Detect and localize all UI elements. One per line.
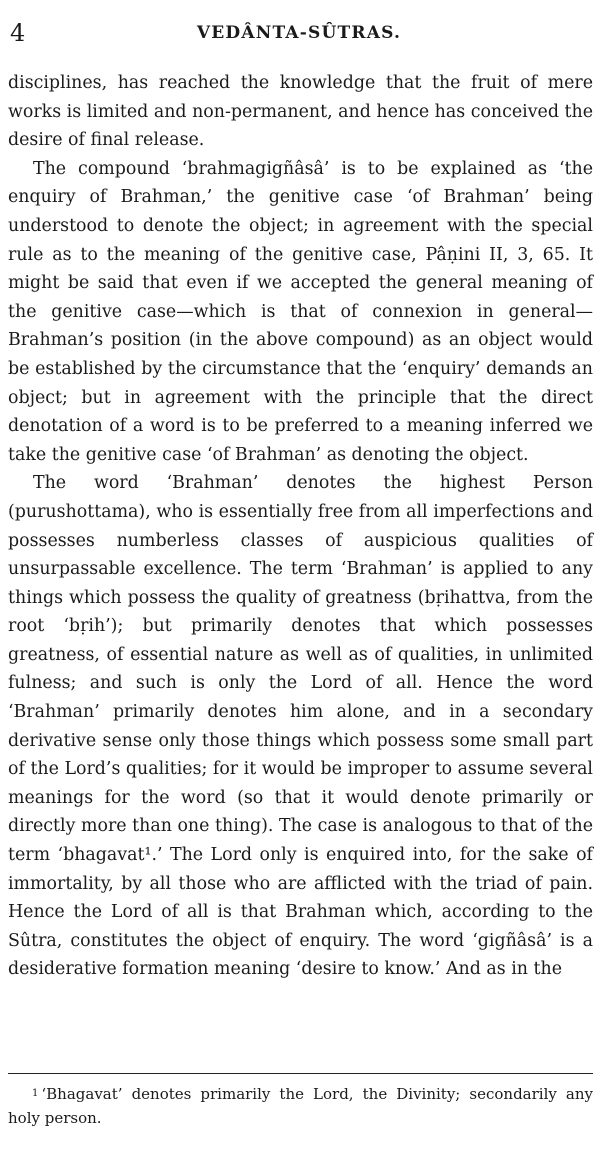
page-header: [10, 16, 588, 50]
body-text: [8, 69, 593, 984]
footnote-text: ‘Bhagavat’ denotes primarily the Lord, the Divinity; secondarily any holy person.: [8, 1085, 593, 1127]
paragraph-compound: The compound ‘brahmagigñâsâ’ is to be explained as ‘the enquiry of Brahman,’ the genitive case ‘of Brahman’ being understood to denote the object; in agreement with the special rule as to the meaning of the genitive case, Pâṇini II, 3, 65. It might be said that even if we accepted the general meaning of the genitive case—which is that of connexion in general—Brahman’s position (in the above compound) as an object would be established by the circumstance that the ‘enquiry’ demands an object; but in agreement with the principle that the direct denotation of a word is to be preferred to a meaning inferred we take the genitive case ‘of Brahman’ as denoting the object.: [8, 158, 593, 465]
footnote-marker: 1: [32, 1088, 39, 1099]
paragraph-brahman: The word ‘Brahman’ denotes the highest Person (purushottama), who is essentially free from all imperfections and possesses numberless classes of auspicious qualities of unsurpassable excellence. The term ‘Brahman’ is applied to any things which possess the quality of greatness (bṛihattva, from the root ‘bṛih’); but primarily denotes that which possesses greatness, of essential nature as well as of qualities, in unlimited fulness; and such is only the Lord of all. Hence the word ‘Brahman’ primarily denotes him alone, and in a secondary derivative sense only those things which possess some small part of the Lord’s qualities; for it would be improper to assume several meanings for the word (so that it would denote primarily or directly more than one thing). The case is analogous to that of the term ‘bhagavat¹.’ The Lord only is enquired into, for the sake of immortality, by all those who are afflicted with the triad of pain. Hence the Lord of all is that Brahman which, according to the Sûtra, constitutes the object of enquiry. The word ‘gigñâsâ’ is a desiderative formation meaning ‘desire to know.’ And as in the: [8, 473, 593, 980]
footnote: [8, 1082, 593, 1130]
running-head: VEDÂNTA-SÛTRAS.: [196, 23, 402, 43]
page-number: 4: [10, 19, 26, 47]
footnote-divider: [8, 1073, 593, 1074]
paragraph-continuation: disciplines, has reached the knowledge that the fruit of mere works is limited and non-permanent, and hence has conceived the desire of final release.: [8, 73, 593, 151]
